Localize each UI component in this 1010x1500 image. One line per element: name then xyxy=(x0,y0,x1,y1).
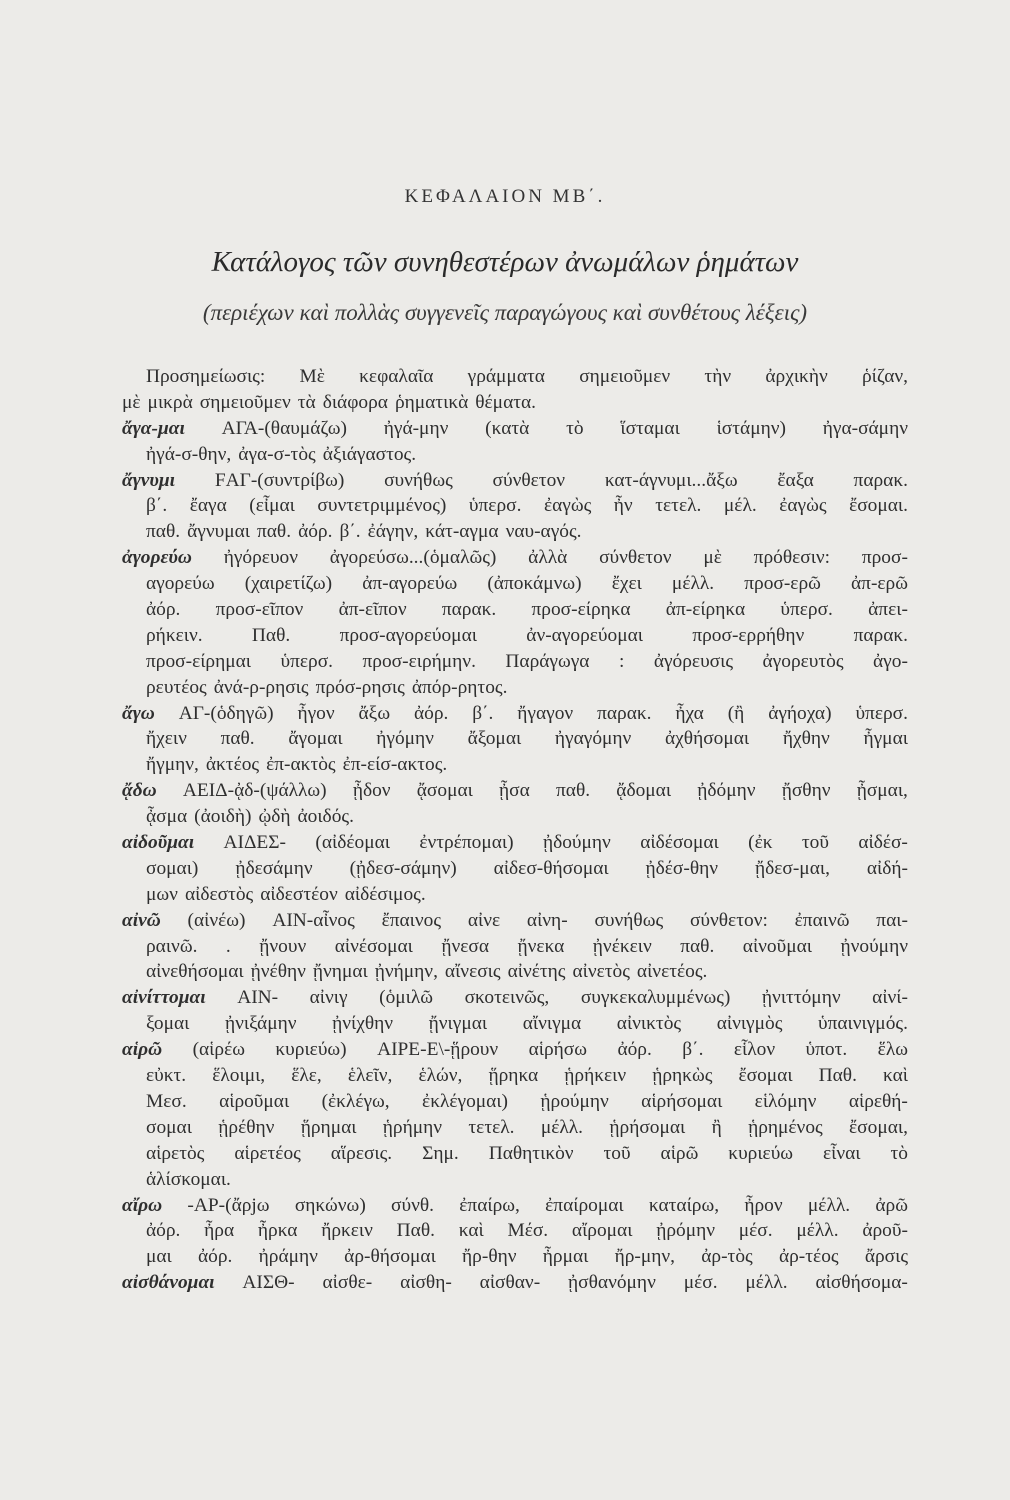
text-line: ἀόρ. ἦρα ἦρκα ἤρκειν Παθ. καὶ Μέσ. αἴρομαι ᾐρόμην μέσ. μέλλ. ἀροῦ- xyxy=(146,1220,908,1242)
text-line: σομαι ᾑρέθην ᾕρημαι ᾑρήμην τετελ. μέλλ. ᾑρήσομαι ἢ ᾑρημένος ἔσομαι, xyxy=(146,1116,908,1138)
entry-line: ἄγα-μαι ΑΓΑ-(θαυμάζω) ἠγά-μην (κατὰ τὸ ἵσταμαι ἱστάμην) ἠγα-σάμην xyxy=(122,416,908,442)
text-line: ἤχειν παθ. ἄγομαι ἠγόμην ἄξομαι ἠγαγόμην ἀχθήσομαι ἤχθην ἦγμαι xyxy=(146,728,908,750)
text-line: εὐκτ. ἕλοιμι, ἕλε, ἑλεῖν, ἑλών, ᾕρηκα ᾑρήκειν ᾑρηκὼς ἔσομαι Παθ. καὶ xyxy=(146,1065,908,1087)
entry-headword: αἰνίττομαι xyxy=(122,987,206,1009)
text-line: ἤγμην, ἀκτέος ἐπ-ακτὸς ἐπ-είσ-ακτος. xyxy=(146,754,448,776)
page-title: Κατάλογος τῶν συνηθεστέρων ἀνωμάλων ῥημάτων xyxy=(211,246,799,278)
entry-line: αἱρῶ (αἱρέω κυριεύω) ΑΙΡΕ-Ε\-ᾕρουν αἱρήσω ἀόρ. β΄. εἷλον ὑποτ. ἕλω xyxy=(122,1037,908,1063)
entry-line: αἴρω -ΑΡ-(ἄρjω σηκώνω) σύνθ. ἐπαίρω, ἐπαίρομαι καταίρω, ἦρον μέλλ. ἀρῶ xyxy=(122,1193,908,1219)
text-line: ἀόρ. προσ-εῖπον ἀπ-εῖπον παρακ. προσ-είρηκα ἀπ-είρηκα ὑπερσ. ἀπει- xyxy=(146,599,908,621)
entry-headword: αἰδοῦμαι xyxy=(122,832,195,854)
text-line: ρήκειν. Παθ. προσ-αγορεύομαι ἀν-αγορεύομαι προσ-ερρήθην παρακ. xyxy=(146,624,908,646)
entry-line: αἰνίττομαι ΑΙΝ- αἰνιγ (ὁμιλῶ σκοτεινῶς, συγκεκαλυμμένως) ᾐνιττόμην αἰνί- xyxy=(122,985,908,1011)
text-line: μαι ἀόρ. ἠράμην ἀρ-θήσομαι ἤρ-θην ἦρμαι ἤρ-μην, ἀρ-τὸς ἀρ-τέος ἄρσις xyxy=(146,1246,908,1268)
entry-headword: ἄγνυμι xyxy=(122,469,176,491)
entry-line: ᾄδω ΑΕΙΔ-ᾀδ-(ψάλλω) ᾖδον ᾄσομαι ᾖσα παθ. ᾄδομαι ᾐδόμην ᾔσθην ᾖσμαι, xyxy=(122,778,908,804)
entry-line: αἰσθάνομαι ΑΙΣΘ- αἰσθε- αἰσθη- αἰσθαν- ᾐσθανόμην μέσ. μέλλ. αἰσθήσομα- xyxy=(122,1270,908,1296)
entry-line: ἄγνυμι FΑΓ-(συντρίβω) συνήθως σύνθετον κατ-άγνυμι...ἄξω ἔαξα παρακ. xyxy=(122,468,908,494)
entry-line: αἰδοῦμαι ΑΙΔΕΣ- (αἰδέομαι ἐντρέπομαι) ᾐδούμην αἰδέσομαι (ἐκ τοῦ αἰδέσ- xyxy=(122,830,908,856)
text-line: Προσημείωσις: Μὲ κεφαλαῖα γράμματα σημειοῦμεν τὴν ἀρχικὴν ῥίζαν, xyxy=(146,366,908,387)
entry-headword: ἀγορεύω xyxy=(122,547,192,569)
text-line: μὲ μικρὰ σημειοῦμεν τὰ διάφορα ῥηματικὰ θέματα. xyxy=(122,391,537,413)
verb-list xyxy=(122,364,908,1296)
entry-headword: αἰσθάνομαι xyxy=(122,1272,215,1294)
text-line: αγορεύω (χαιρετίζω) ἀπ-αγορεύω (ἀποκάμνω) ἔχει μέλλ. προσ-ερῶ ἀπ-ερῶ xyxy=(146,573,908,595)
text-line: ἠγά-σ-θην, ἀγα-σ-τὸς ἀξιάγαστος. xyxy=(146,443,417,465)
entry-headword: αἴρω xyxy=(122,1194,163,1216)
text-line: Μεσ. αἱροῦμαι (ἐκλέγω, ἐκλέγομαι) ᾑρούμην αἱρήσομαι εἱλόμην αἱρεθή- xyxy=(146,1090,908,1112)
entry-line: αἰνῶ (αἰνέω) ΑΙΝ-αἶνος ἔπαινος αἰνε αἰνη- συνήθως σύνθετον: ἐπαινῶ παι- xyxy=(122,908,908,934)
entry-headword: ἄγα-μαι xyxy=(122,417,185,439)
text-line: ξομαι ᾐνιξάμην ᾐνίχθην ᾔνιγμαι αἴνιγμα αἰνικτὸς αἰνιγμὸς ὑπαινιγμός. xyxy=(146,1013,908,1035)
text-line: σομαι) ᾐδεσάμην (ᾐδεσ-σάμην) αἰδεσ-θήσομαι ᾐδέσ-θην ᾔδεσ-μαι, αἰδή- xyxy=(146,857,908,879)
entry-headword: αἰνῶ xyxy=(122,909,161,931)
chapter-heading: ΚΕΦΑΛΑΙΟΝ ΜΒ΄. xyxy=(404,186,606,207)
text-line: ρευτέος ἀνά-ρ-ρησις πρόσ-ρησις ἀπόρ-ρητος. xyxy=(146,676,508,698)
entry-headword: ᾄδω xyxy=(122,780,157,802)
text-line: προσ-είρημαι ὑπερσ. προσ-ειρήμην. Παράγωγα : ἀγόρευσις ἀγορευτὸς ἀγο- xyxy=(146,650,908,672)
text-line: αἰνεθήσομαι ᾐνέθην ᾔνημαι ᾐνήμην, αἴνεσις αἰνέτης αἰνετὸς αἰνετέος. xyxy=(146,961,708,983)
entry-headword: αἱρῶ xyxy=(122,1039,163,1061)
text-line: ἁλίσκομαι. xyxy=(146,1168,231,1190)
text-line: μων αἰδεστὸς αἰδεστέον αἰδέσιμος. xyxy=(146,883,426,905)
entry-line: ἀγορεύω ἠγόρευον ἀγορεύσω...(ὁμαλῶς) ἀλλὰ σύνθετον μὲ πρόθεσιν: προσ- xyxy=(122,545,908,571)
text-line: ραινῶ. . ᾔνουν αἰνέσομαι ᾔνεσα ᾔνεκα ᾐνέκειν παθ. αἰνοῦμαι ᾐνούμην xyxy=(146,935,908,957)
text-line: αἱρετὸς αἱρετέος αἵρεσις. Σημ. Παθητικὸν τοῦ αἱρῶ κυριεύω εἶναι τὸ xyxy=(146,1142,908,1164)
text-line: ᾆσμα (ἀοιδὴ) ᾠδὴ ἀοιδός. xyxy=(146,806,354,828)
entry-headword: ἄγω xyxy=(122,702,155,724)
page-subtitle: (περιέχων καὶ πολλὰς συγγενεῖς παραγώγους καὶ συνθέτους λέξεις) xyxy=(202,300,808,325)
text-line: β΄. ἔαγα (εἶμαι συντετριμμένος) ὑπερσ. ἐαγὼς ἦν τετελ. μέλ. ἐαγὼς ἔσομαι. xyxy=(146,495,908,517)
text-line: παθ. ἄγνυμαι παθ. ἀόρ. β΄. ἐάγην, κάτ-αγμα ναυ-αγός. xyxy=(146,521,582,543)
entry-line: ἄγω ΑΓ-(ὁδηγῶ) ἦγον ἄξω ἀόρ. β΄. ἤγαγον παρακ. ἦχα (ἢ ἀγήοχα) ὑπερσ. xyxy=(122,701,908,727)
